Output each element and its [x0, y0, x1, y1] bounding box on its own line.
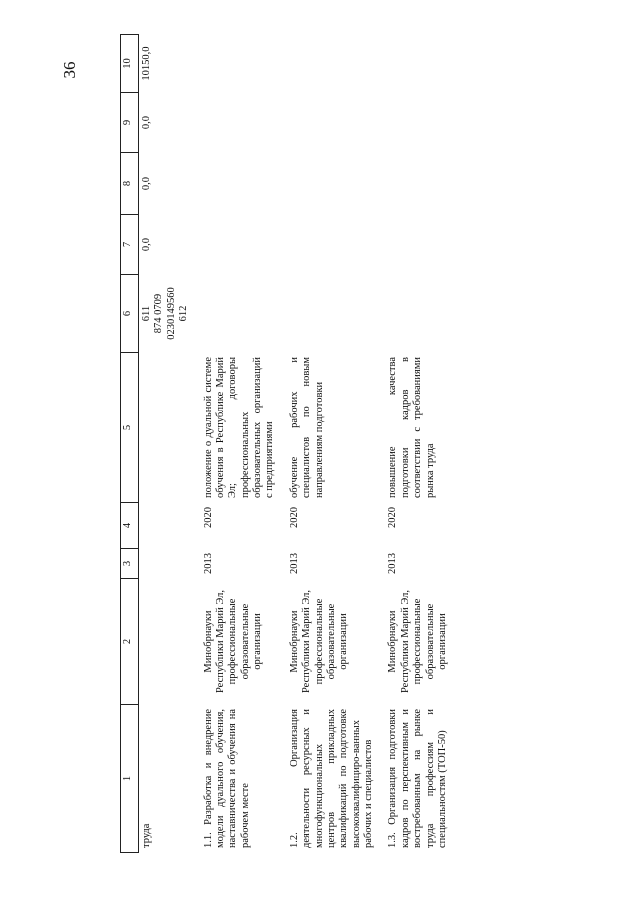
cell-value: 0,0	[141, 237, 152, 252]
column-number: 8	[121, 153, 139, 215]
cell-event: труда	[141, 823, 152, 848]
cell-executor: Минобрнауки Республики Марий Эл, профессиональные образовательные организации	[288, 589, 350, 694]
page-number: 36	[60, 61, 79, 79]
cell-value: 0,0	[141, 115, 152, 130]
cell-result: положение о дуальной системе обучения в Республике Марий Эл; договоры профессиональных образовательных организаций с предприятиями	[202, 357, 276, 498]
cell-result: повышение качества подготовки кадров в соответствии с требованиями рынка труда	[387, 357, 436, 498]
cell-value: 10150,0	[141, 46, 152, 81]
cell-budget-code: 611 874 0709 0230149560 612	[141, 287, 190, 340]
cell-start-year: 2013	[202, 553, 214, 574]
cell-end-year: 2020	[288, 507, 300, 528]
column-number-row	[121, 35, 139, 853]
cell-start-year: 2013	[387, 553, 399, 574]
cell-event: 1.2. Организация деятельности ресурсных и многофункциональных центров прикладных квалификаций по подготовке высококвалифициро-ванных рабочих и специалистов	[288, 709, 374, 848]
column-number: 5	[121, 353, 139, 503]
column-number: 10	[121, 35, 139, 93]
column-number: 3	[121, 549, 139, 579]
cell-start-year: 2013	[288, 553, 300, 574]
cell-end-year: 2020	[202, 507, 214, 528]
column-number: 4	[121, 503, 139, 549]
cell-result: обучение рабочих и специалистов по новым направлениям подготовки	[288, 357, 325, 498]
table-row	[377, 35, 451, 853]
continuation-row	[139, 35, 193, 853]
cell-executor: Минобрнауки Республики Марий Эл, профессиональные образовательные организации	[202, 589, 263, 694]
cell-event: 1.3. Организация подготовки кадров по перспективным и востребованным на рынке труда профессиям и специальностям (ТОП-50)	[387, 709, 448, 848]
column-number: 1	[121, 705, 139, 853]
cell-value: 0,0	[141, 176, 152, 191]
column-number: 9	[121, 93, 139, 153]
cell-end-year: 2020	[387, 507, 399, 528]
cell-event: 1.1. Разработка и внедрение модели дуального обучения, наставничества и обучения на рабочем месте	[202, 709, 251, 848]
cell-executor: Минобрнауки Республики Марий Эл, профессиональные образовательные организации	[387, 589, 448, 694]
table-row	[279, 35, 378, 853]
table-row	[193, 35, 279, 853]
column-number: 7	[121, 215, 139, 275]
column-number: 2	[121, 579, 139, 705]
column-number: 6	[121, 275, 139, 353]
program-table	[120, 34, 451, 853]
